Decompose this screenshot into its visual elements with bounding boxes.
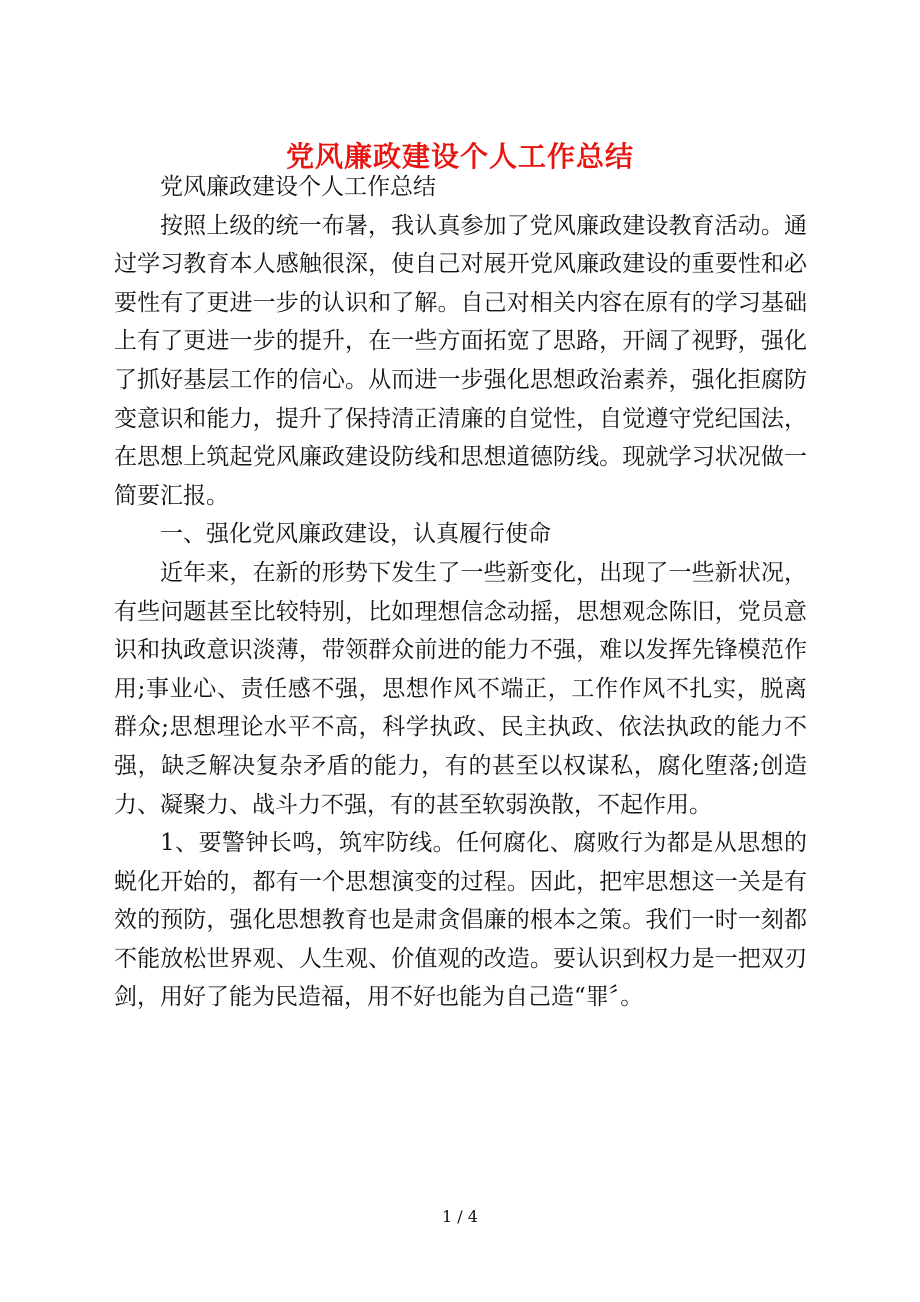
paragraph-intro: 按照上级的统一布暑，我认真参加了党风廉政建设教育活动。通过学习教育本人感触很深，使自己对展开党风廉政建设的重要性和必要性有了更进一步的认识和了解。自己对相关内容在原有的学习基础上有了更进一步的提升，在一些方面拓宽了思路，开阔了视野，强化了抓好基层工作的信心。从而进一步强化思想政治素养，强化拒腐防变意识和能力，提升了保持清正清廉的自觉性，自觉遵守党纪国法，在思想上筑起党风廉政建设防线和思想道德防线。现就学习状况做一简要汇报。 — [114, 212, 807, 509]
paragraph-point-1: 1、要警钟长鸣，筑牢防线。任何腐化、腐败行为都是从思想的蜕化开始的，都有一个思想演变的过程。因此，把牢思想这一关是有效的预防，强化思想教育也是肃贪倡廉的根本之策。我们一时一刻都不能放松世界观、人生观、价值观的改造。要认识到权力是一把双刃剑，用好了能为民造福，用不好也能为自己造“罪〞。 — [114, 830, 807, 1011]
paragraph-subtitle: 党风廉政建设个人工作总结 — [160, 174, 436, 200]
page-number: 1 / 4 — [442, 1207, 478, 1226]
document-title: 党风廉政建设个人工作总结 — [285, 139, 634, 173]
section-heading: 一、强化党风廉政建设，认真履行使命 — [160, 521, 551, 548]
document-body — [114, 168, 807, 1017]
paragraph-situation: 近年来，在新的形势下发生了一些新变化，出现了一些新状况，有些问题甚至比较特别，比如理想信念动摇，思想观念陈旧，党员意识和执政意识淡薄，带领群众前进的能力不强，难以发挥先锋模范作用;事业心、责任感不强，思想作风不端正，工作作风不扎实，脱离群众;思想理论水平不高，科学执政、民主执政、依法执政的能力不强，缺乏解决复杂矛盾的能力，有的甚至以权谋私，腐化堕落;创造力、凝聚力、战斗力不强，有的甚至软弱涣散，不起作用。 — [114, 559, 807, 818]
